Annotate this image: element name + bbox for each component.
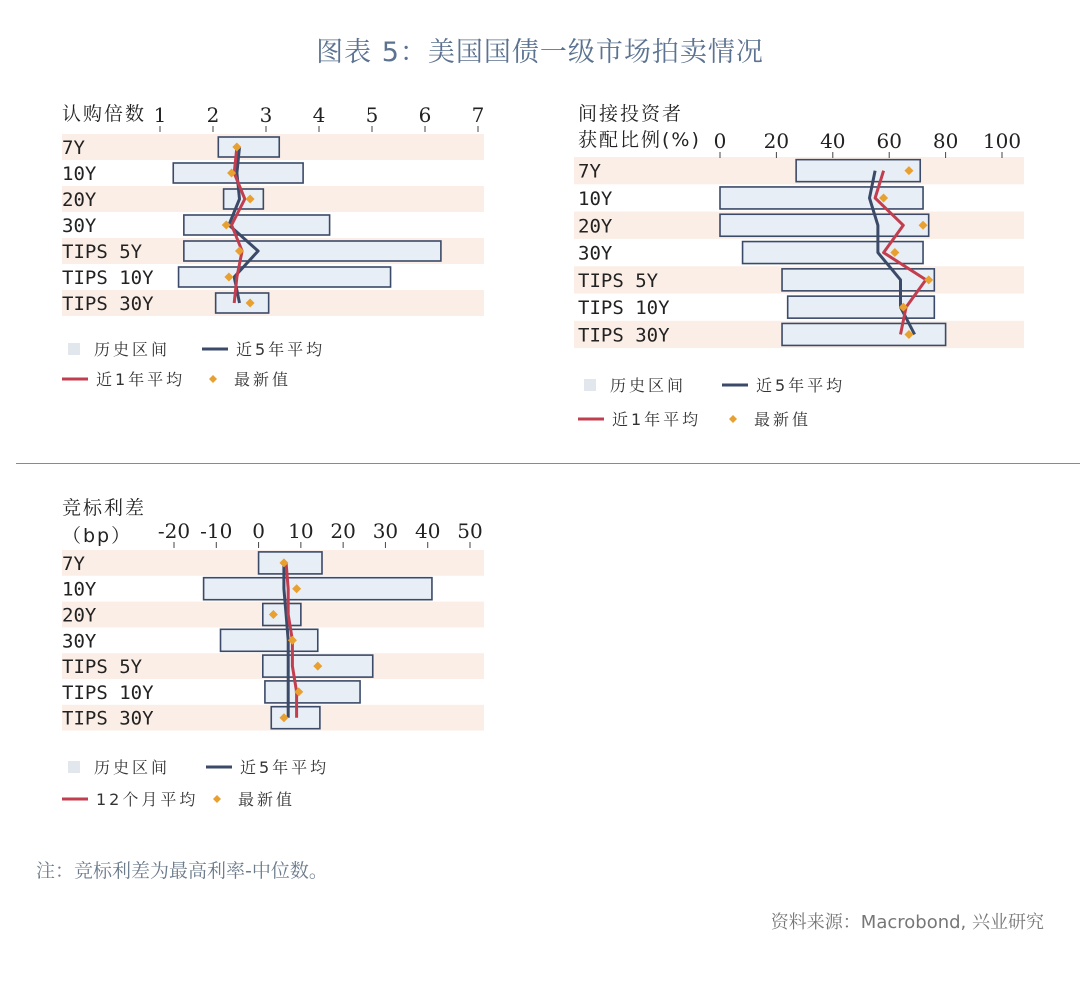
tick-label: 40 — [414, 519, 441, 543]
page-title: 图表 5：美国国债一级市场拍卖情况 — [316, 37, 764, 68]
category-label: 7Y — [578, 160, 601, 183]
chart-bid-to-cover — [0, 0, 540, 420]
range-bar — [263, 604, 301, 626]
axis-label: 间接投资者 — [578, 103, 684, 125]
category-label: 10Y — [578, 187, 613, 210]
category-label: 10Y — [62, 578, 97, 601]
axis-label: 认购倍数 — [62, 103, 147, 125]
tick-label: 0 — [713, 129, 727, 153]
legend-swatch — [584, 379, 596, 391]
legend-label: 近5年平均 — [240, 758, 330, 777]
range-bar — [184, 241, 441, 261]
range-bar — [259, 552, 322, 574]
range-bar — [796, 160, 920, 182]
tick-label: 20 — [763, 129, 790, 153]
category-label: 10Y — [62, 163, 97, 185]
tick-label: -10 — [200, 519, 233, 543]
footnote: 注：竞标利差为最高利率-中位数。 — [36, 860, 328, 882]
legend-swatch — [213, 795, 221, 803]
category-label: TIPS 5Y — [62, 241, 143, 263]
tick-label: 2 — [206, 103, 220, 127]
category-label: TIPS 5Y — [62, 656, 143, 679]
source-credit: 资料来源：Macrobond, 兴业研究 — [770, 912, 1044, 933]
legend-label: 近5年平均 — [756, 376, 846, 395]
legend-label: 近1年平均 — [96, 370, 186, 389]
range-bar — [216, 293, 269, 313]
category-label: 20Y — [62, 604, 97, 627]
legend-label: 近5年平均 — [236, 340, 326, 359]
range-bar — [218, 137, 279, 157]
category-label: TIPS 30Y — [62, 707, 154, 730]
legend-swatch — [68, 343, 80, 355]
category-label: TIPS 10Y — [62, 267, 154, 289]
tick-label: 0 — [252, 519, 265, 543]
category-label: TIPS 10Y — [578, 297, 670, 320]
legend-label: 近1年平均 — [612, 410, 702, 429]
tick-label: 10 — [288, 519, 314, 543]
row-band — [62, 186, 484, 212]
tick-label: 20 — [330, 519, 356, 543]
legend-swatch — [68, 761, 80, 773]
legend-label: 最新值 — [754, 410, 812, 429]
chart-bid-spread — [0, 470, 540, 830]
category-label: 30Y — [62, 215, 97, 237]
category-label: 7Y — [62, 137, 85, 159]
legend-label: 历史区间 — [94, 340, 171, 359]
range-bar — [221, 629, 318, 651]
category-label: 30Y — [62, 630, 97, 653]
range-bar — [184, 215, 330, 235]
category-label: 20Y — [578, 215, 613, 238]
axis-label: 竞标利差 — [62, 497, 147, 519]
category-label: TIPS 30Y — [578, 324, 670, 347]
category-label: 7Y — [62, 552, 85, 575]
tick-label: 60 — [876, 129, 902, 153]
axis-label: （bp） — [62, 525, 133, 547]
tick-label: -20 — [157, 519, 191, 543]
category-label: 30Y — [578, 242, 613, 265]
range-bar — [265, 681, 360, 703]
tick-label: 100 — [982, 129, 1022, 153]
tick-label: 1 — [153, 103, 167, 127]
tick-label: 50 — [457, 519, 483, 543]
tick-label: 7 — [471, 103, 485, 127]
axis-label: 获配比例(%) — [578, 129, 701, 151]
category-label: 20Y — [62, 189, 97, 211]
legend-swatch — [209, 375, 217, 383]
legend-label: 历史区间 — [94, 758, 171, 777]
legend-label: 最新值 — [238, 790, 296, 809]
tick-label: 6 — [418, 103, 432, 127]
legend-label: 12个月平均 — [96, 790, 199, 809]
section-divider — [16, 463, 1080, 464]
legend-label: 历史区间 — [610, 376, 687, 395]
category-label: TIPS 30Y — [62, 293, 154, 315]
category-label: TIPS 10Y — [62, 681, 154, 704]
range-bar — [720, 187, 923, 209]
tick-label: 3 — [259, 103, 273, 127]
tick-label: 5 — [365, 103, 379, 127]
legend-label: 最新值 — [234, 370, 292, 389]
tick-label: 40 — [820, 129, 846, 153]
range-bar — [204, 578, 432, 600]
tick-label: 30 — [372, 519, 399, 543]
chart-indirect-bidders — [540, 0, 1080, 460]
legend-swatch — [729, 415, 737, 423]
range-bar — [782, 323, 946, 345]
category-label: TIPS 5Y — [578, 269, 659, 292]
range-bar — [179, 267, 391, 287]
tick-label: 80 — [932, 129, 959, 153]
tick-label: 4 — [312, 103, 326, 127]
